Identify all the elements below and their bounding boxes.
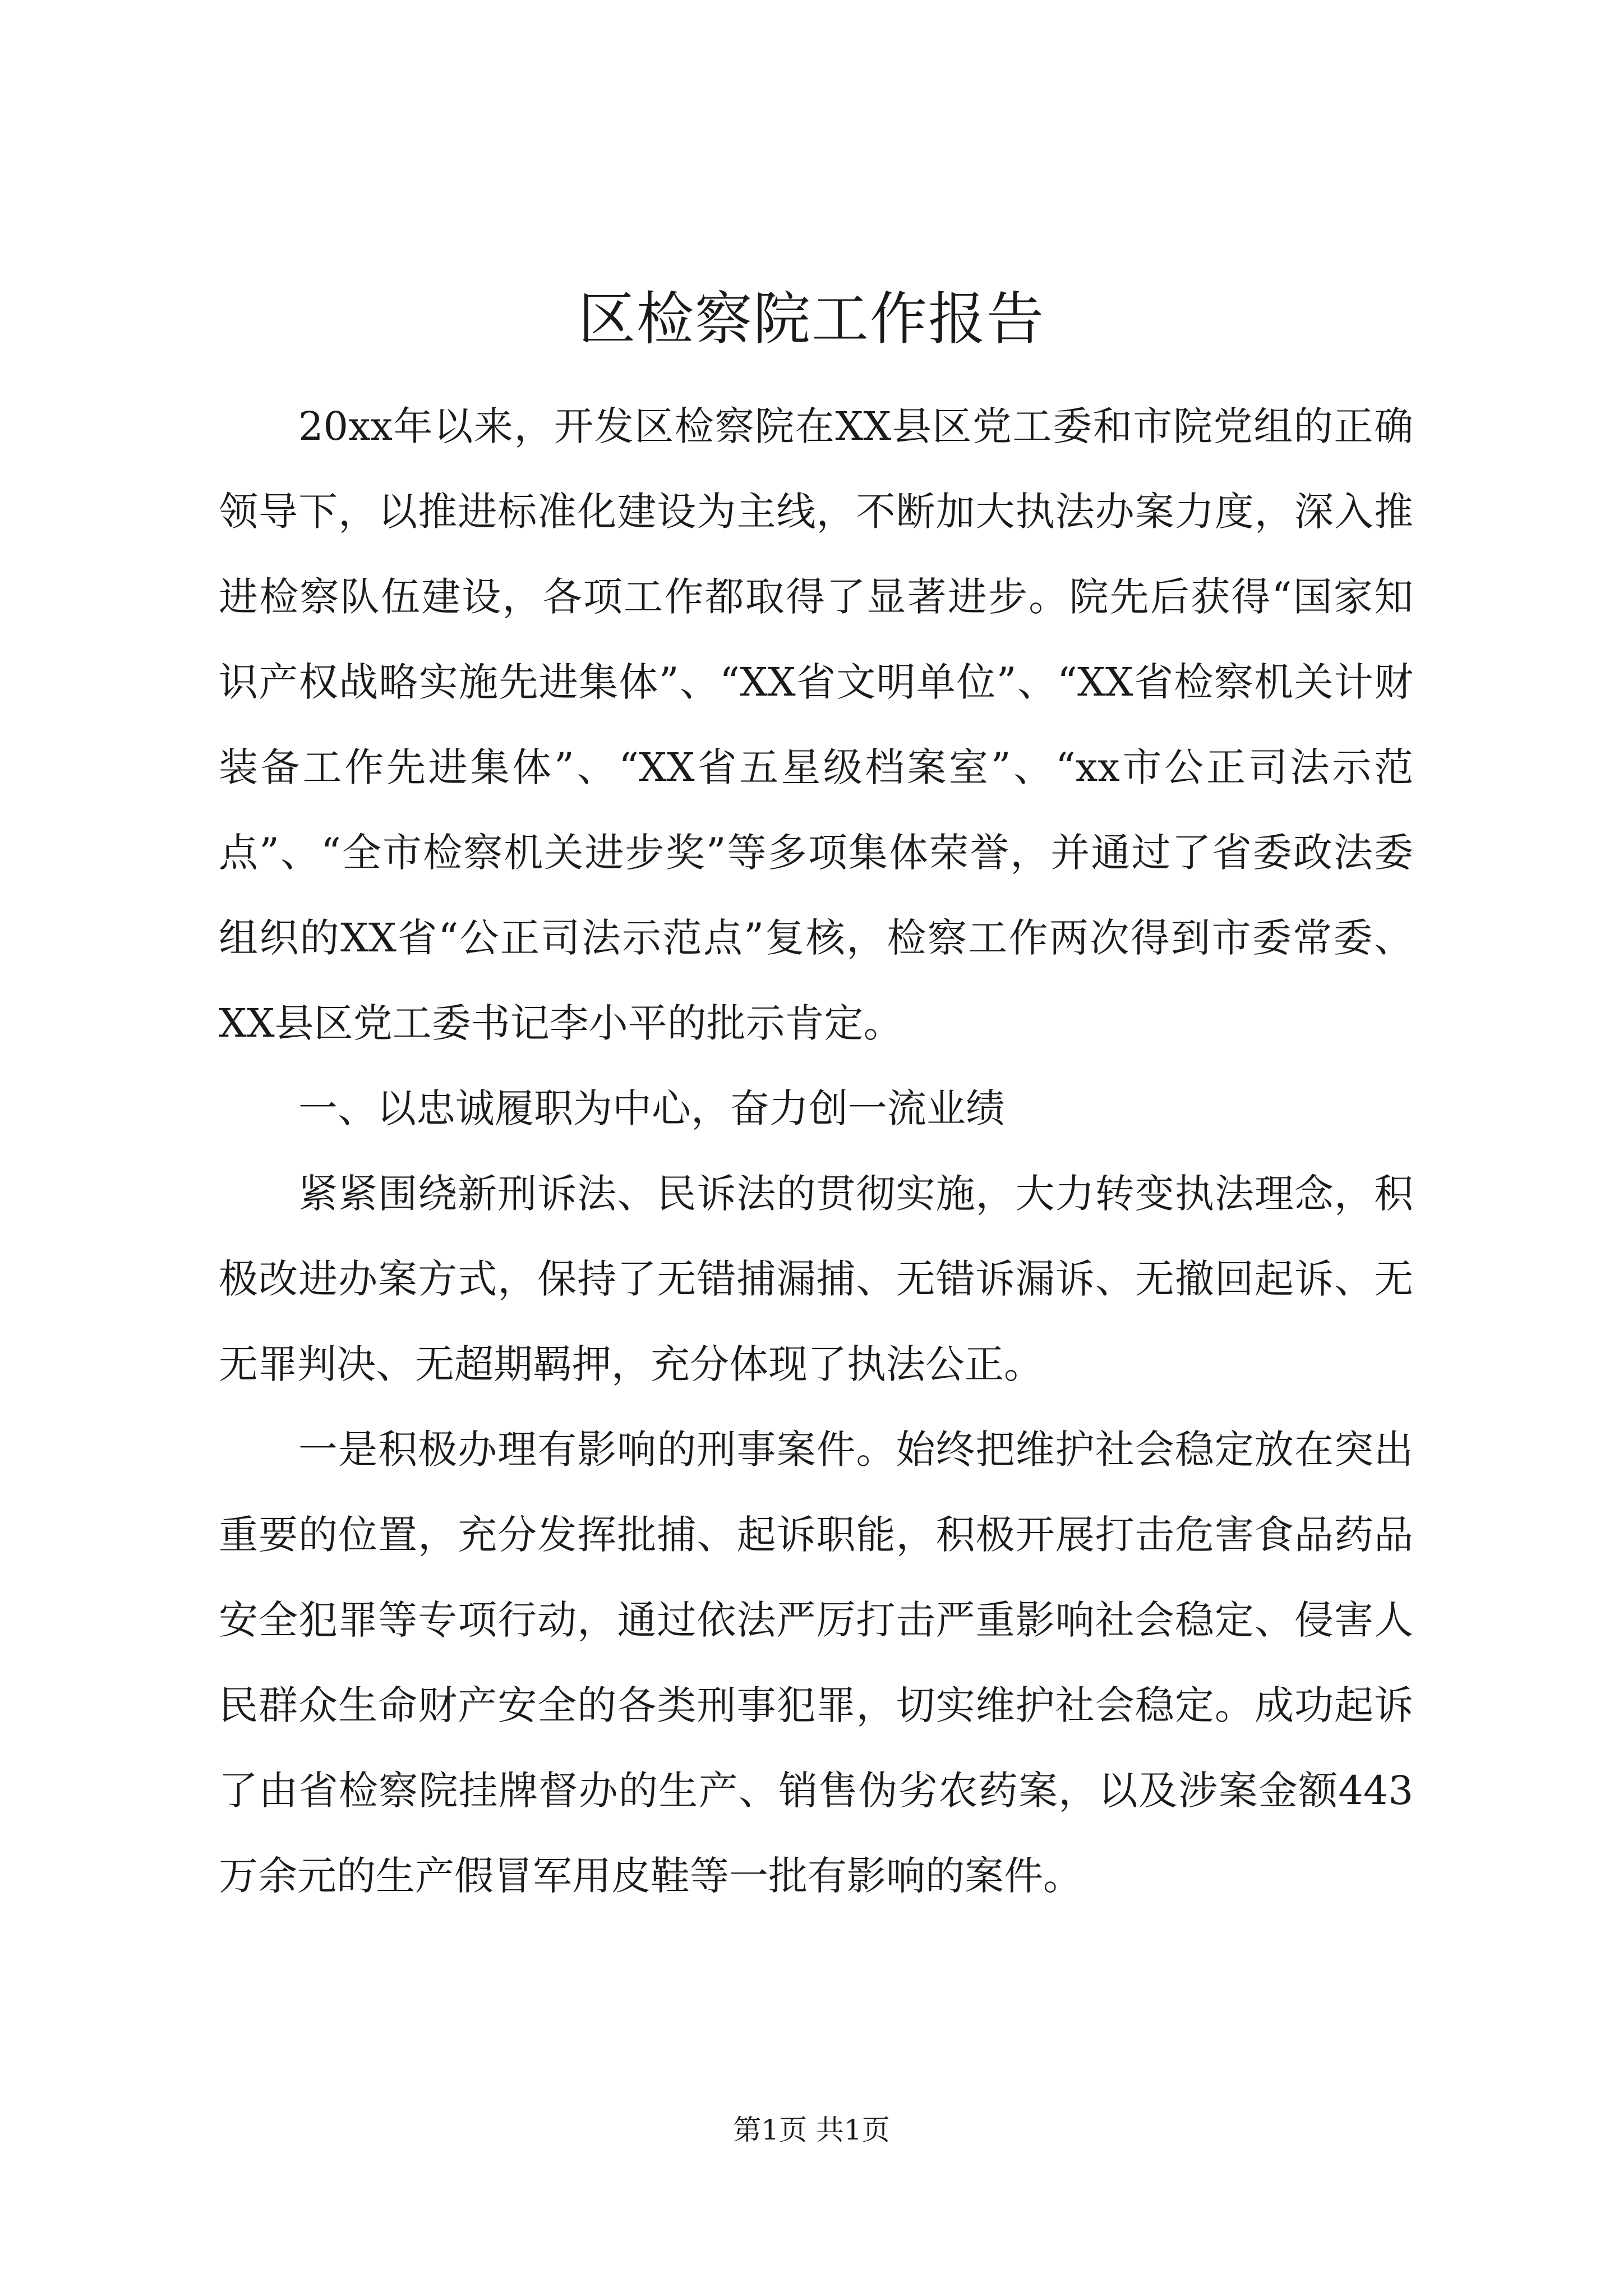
page-footer: 第1页 共1页: [733, 2114, 890, 2146]
section-heading: 一、以忠诚履职为中心，奋力创一流业绩: [298, 1085, 1005, 1131]
document-body: [219, 384, 1413, 1918]
paragraph-section-summary: 紧紧围绕新刑诉法、民诉法的贯彻实施，大力转变执法理念，积极改进办案方式，保持了无错捕漏捕、无错诉漏诉、无撤回起诉、无无罪判决、无超期羁押，充分体现了执法公正。: [219, 1171, 1413, 1387]
paragraph-intro: 20xx年以来，开发区检察院在XX县区党工委和市院党组的正确领导下，以推进标准化建设为主线，不断加大执法办案力度，深入推进检察队伍建设，各项工作都取得了显著进步。院先后获得“国家知识产权战略实施先进集体”、“XX省文明单位”、“XX省检察机关计财装备工作先进集体”、“XX省五星级档案室”、“xx市公正司法示范点”、“全市检察机关进步奖”等多项集体荣誉，并通过了省委政法委组织的XX省“公正司法示范点”复核，检察工作两次得到市委常委、XX县区党工委书记李小平的批示肯定。: [219, 403, 1413, 1046]
paragraph-criminal-cases: 一是积极办理有影响的刑事案件。始终把维护社会稳定放在突出重要的位置，充分发挥批捕、起诉职能，积极开展打击危害食品药品安全犯罪等专项行动，通过依法严厉打击严重影响社会稳定、侵害人民群众生命财产安全的各类刑事犯罪，切实维护社会稳定。成功起诉了由省检察院挂牌督办的生产、销售伪劣农药案，以及涉案金额443万余元的生产假冒军用皮鞋等一批有影响的案件。: [219, 1427, 1413, 1899]
document-title: 区检察院工作报告: [578, 286, 1045, 353]
